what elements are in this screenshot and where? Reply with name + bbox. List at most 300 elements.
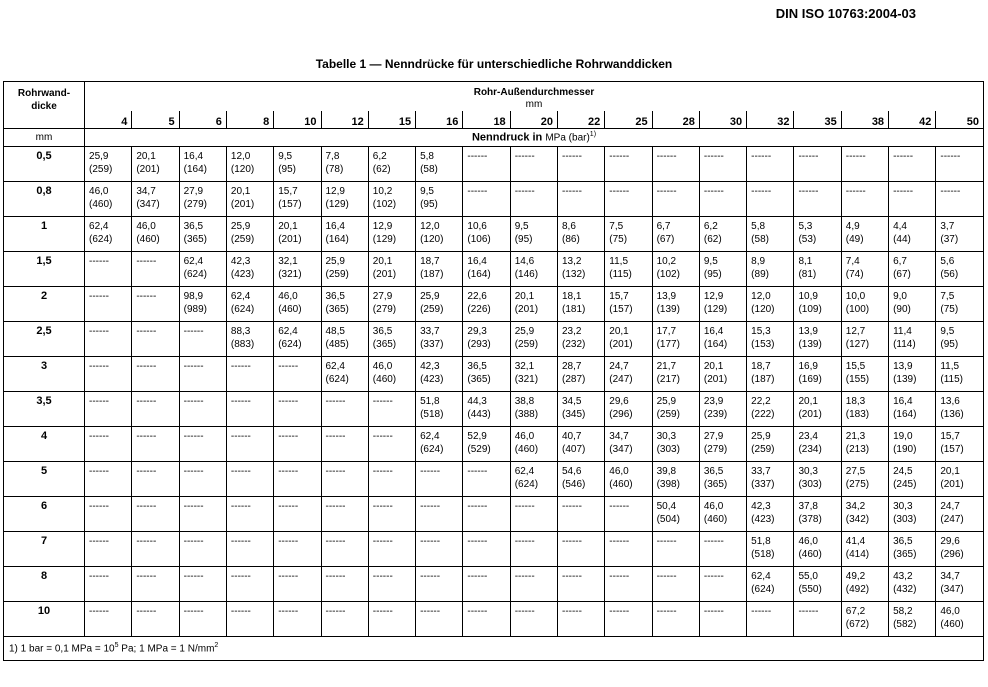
pressure-bar: (49) xyxy=(845,234,864,245)
pressure-cell xyxy=(794,602,841,637)
pressure-mpa: 7,4 xyxy=(845,256,860,267)
pressure-bar: (56) xyxy=(940,269,959,280)
pressure-mpa: ------ xyxy=(609,151,630,162)
pressure-mpa: ------ xyxy=(514,606,535,617)
pressure-mpa: 62,4 xyxy=(230,291,251,302)
diameter-header-cell: 38 xyxy=(841,111,888,129)
pressure-mpa: ------ xyxy=(467,151,488,162)
pressure-mpa: 88,3 xyxy=(230,326,251,337)
pressure-cell xyxy=(368,217,415,252)
pressure-cell xyxy=(179,602,226,637)
pressure-mpa: 16,9 xyxy=(798,361,818,372)
table-row xyxy=(4,532,984,567)
pressure-bar: (365) xyxy=(372,339,397,350)
pressure-mpa: 39,8 xyxy=(656,466,677,477)
table-row xyxy=(4,357,984,392)
pressure-bar: (106) xyxy=(467,234,491,245)
pressure-cell xyxy=(889,357,936,392)
pressure-mpa: 12,0 xyxy=(420,221,440,232)
pressure-cell xyxy=(226,392,273,427)
pressure-mpa: 46,0 xyxy=(136,221,156,232)
pressure-bar: (86) xyxy=(561,234,580,245)
pressure-bar: (485) xyxy=(325,339,349,350)
pressure-mpa: 51,8 xyxy=(751,536,771,547)
wall-header-line2: dicke xyxy=(31,101,57,112)
pressure-bar: (624) xyxy=(420,444,444,455)
pressure-cell xyxy=(226,217,273,252)
pressure-mpa: ------ xyxy=(609,501,630,512)
pressure-mpa: ------ xyxy=(372,571,393,582)
pressure-bar: (460) xyxy=(278,304,302,315)
pressure-bar: (201) xyxy=(798,409,822,420)
pressure-cell xyxy=(416,427,463,462)
pressure-mpa: 43,2 xyxy=(893,571,913,582)
pressure-bar: (279) xyxy=(183,199,207,210)
pressure-cell xyxy=(747,182,794,217)
wall-thickness-cell: 5 xyxy=(4,462,85,497)
table-row xyxy=(4,567,984,602)
pressure-mpa: 37,8 xyxy=(798,501,818,512)
pressure-mpa: 20,1 xyxy=(372,256,393,267)
pressure-cell xyxy=(699,287,746,322)
pressure-bar: (414) xyxy=(845,549,870,560)
pressure-mpa: 33,7 xyxy=(420,326,440,337)
pressure-cell xyxy=(132,357,179,392)
pressure-mpa: 42,3 xyxy=(420,361,440,372)
pressure-mpa: ------ xyxy=(703,536,724,547)
pressure-cell xyxy=(179,252,226,287)
pressure-bar: (378) xyxy=(798,514,822,525)
pressure-cell xyxy=(368,567,415,602)
pressure-cell xyxy=(226,147,273,182)
pressure-cell xyxy=(274,322,321,357)
pressure-mpa: 18,3 xyxy=(845,396,866,407)
pressure-bar: (423) xyxy=(230,269,255,280)
pressure-cell xyxy=(605,462,652,497)
pressure-cell xyxy=(179,357,226,392)
pressure-bar: (239) xyxy=(703,409,728,420)
pressure-mpa: ------ xyxy=(136,606,157,617)
pressure-mpa: ------ xyxy=(136,256,157,267)
pressure-mpa: 15,7 xyxy=(609,291,629,302)
pressure-mpa: ------ xyxy=(89,571,109,582)
pressure-mpa: ------ xyxy=(89,361,109,372)
pressure-cell xyxy=(132,182,179,217)
pressure-mpa: 5,8 xyxy=(751,221,766,232)
pressure-mpa: 10,9 xyxy=(798,291,818,302)
pressure-cell xyxy=(747,357,794,392)
pressure-bar: (164) xyxy=(703,339,728,350)
table-body xyxy=(4,147,984,637)
pressure-mpa: 7,5 xyxy=(940,291,955,302)
pressure-cell xyxy=(747,497,794,532)
pressure-mpa: ------ xyxy=(89,326,109,337)
pressure-cell xyxy=(274,287,321,322)
outer-diameter-label: Rohr-Außendurchmesser xyxy=(473,87,595,98)
pressure-mpa: 50,4 xyxy=(656,501,677,512)
pressure-cell xyxy=(463,427,510,462)
pressure-cell xyxy=(747,602,794,637)
pressure-bar: (624) xyxy=(751,584,775,595)
pressure-bar: (75) xyxy=(940,304,959,315)
pressure-mpa: ------ xyxy=(372,466,393,477)
pressure-cell xyxy=(321,462,368,497)
pressure-cell xyxy=(321,182,368,217)
pressure-cell xyxy=(85,147,132,182)
pressure-mpa: 25,9 xyxy=(656,396,677,407)
pressure-bar: (58) xyxy=(420,164,438,175)
pressure-mpa: 58,2 xyxy=(893,606,913,617)
pressure-mpa: ------ xyxy=(845,186,866,197)
pressure-cell xyxy=(179,532,226,567)
pressure-mpa: 42,3 xyxy=(230,256,251,267)
pressure-cell xyxy=(85,497,132,532)
pressure-cell xyxy=(416,532,463,567)
table-row xyxy=(4,217,984,252)
pressure-cell xyxy=(226,532,273,567)
pressure-mpa: 4,4 xyxy=(893,221,907,232)
pressure-bar: (624) xyxy=(230,304,255,315)
pressure-mpa: ------ xyxy=(89,536,109,547)
diameter-header-cell: 35 xyxy=(794,111,841,129)
pressure-cell xyxy=(274,427,321,462)
pressure-mpa: 16,4 xyxy=(325,221,345,232)
pressure-cell xyxy=(605,217,652,252)
pressure-mpa: 62,4 xyxy=(278,326,298,337)
pressure-mpa: ------ xyxy=(325,501,346,512)
pressure-cell xyxy=(226,567,273,602)
pressure-cell xyxy=(463,217,510,252)
pressure-cell xyxy=(85,322,132,357)
wall-thickness-cell: 7 xyxy=(4,532,85,567)
pressure-bar: (74) xyxy=(845,269,864,280)
diameter-row xyxy=(4,111,984,129)
pressure-mpa: ------ xyxy=(514,151,535,162)
pressure-cell xyxy=(557,252,604,287)
pressure-mpa: ------ xyxy=(278,361,299,372)
diameter-header-cell: 4 xyxy=(85,111,132,129)
pressure-bar: (75) xyxy=(609,234,628,245)
pressure-cell xyxy=(794,182,841,217)
pressure-mpa: ------ xyxy=(89,256,109,267)
pressure-bar: (303) xyxy=(798,479,822,490)
pressure-cell xyxy=(85,287,132,322)
pressure-cell xyxy=(889,567,936,602)
pressure-mpa: 36,5 xyxy=(372,326,393,337)
wall-unit-cell: mm xyxy=(4,129,85,147)
pressure-cell xyxy=(605,602,652,637)
pressure-cell xyxy=(179,462,226,497)
pressure-bar: (95) xyxy=(703,269,722,280)
pressure-mpa: ------ xyxy=(325,431,346,442)
pressure-cell xyxy=(321,602,368,637)
pressure-bar: (259) xyxy=(420,304,444,315)
pressure-cell xyxy=(321,287,368,322)
pressure-cell xyxy=(936,567,984,602)
pressure-mpa: 42,3 xyxy=(751,501,771,512)
pressure-mpa: ------ xyxy=(136,326,157,337)
pressure-mpa: ------ xyxy=(278,571,299,582)
pressure-cell xyxy=(794,427,841,462)
pressure-bar: (365) xyxy=(325,304,349,315)
pressure-cell xyxy=(652,182,699,217)
diameter-header-cell: 15 xyxy=(368,111,415,129)
pressure-cell xyxy=(179,182,226,217)
pressure-bar: (460) xyxy=(798,549,822,560)
pressure-mpa: 62,4 xyxy=(420,431,440,442)
pressure-cell xyxy=(510,497,557,532)
pressure-mpa: 25,9 xyxy=(751,431,771,442)
table-row xyxy=(4,462,984,497)
pressure-cell xyxy=(936,497,984,532)
pressure-cell xyxy=(132,427,179,462)
pressure-mpa: ------ xyxy=(136,396,157,407)
pressure-cell xyxy=(557,567,604,602)
pressure-cell xyxy=(274,602,321,637)
pressure-mpa: 19,0 xyxy=(893,431,913,442)
pressure-mpa: ------ xyxy=(561,501,582,512)
pressure-cell xyxy=(652,602,699,637)
pressure-cell xyxy=(416,602,463,637)
pressure-mpa: 12,7 xyxy=(845,326,866,337)
pressure-mpa: 27,9 xyxy=(183,186,204,197)
pressure-mpa: ------ xyxy=(230,396,251,407)
pressure-mpa: ------ xyxy=(751,151,772,162)
pressure-cell xyxy=(368,497,415,532)
pressure-mpa: ------ xyxy=(609,186,630,197)
pressure-cell xyxy=(179,497,226,532)
pressure-bar: (321) xyxy=(514,374,539,385)
pressure-bar: (337) xyxy=(420,339,444,350)
pressure-cell xyxy=(936,217,984,252)
pressure-mpa: ------ xyxy=(798,606,819,617)
pressure-cell xyxy=(936,532,984,567)
pressure-mpa: 5,3 xyxy=(798,221,813,232)
pressure-cell xyxy=(226,322,273,357)
pressure-cell xyxy=(416,217,463,252)
pressure-bar: (177) xyxy=(656,339,680,350)
pressure-bar: (883) xyxy=(230,339,255,350)
pressure-mpa: ------ xyxy=(325,606,346,617)
pressure-cell xyxy=(510,392,557,427)
pressure-bar: (217) xyxy=(656,374,680,385)
pressure-mpa: 15,3 xyxy=(751,326,771,337)
pressure-cell xyxy=(132,602,179,637)
pressure-mpa: ------ xyxy=(89,466,109,477)
pressure-cell xyxy=(889,497,936,532)
pressure-cell xyxy=(416,567,463,602)
pressure-bar: (222) xyxy=(751,409,775,420)
pressure-mpa: ------ xyxy=(230,571,251,582)
pressure-cell xyxy=(463,392,510,427)
pressure-mpa: 36,5 xyxy=(893,536,913,547)
pressure-mpa: 11,4 xyxy=(893,326,912,337)
pressure-cell xyxy=(605,427,652,462)
pressure-cell xyxy=(463,287,510,322)
pressure-bar: (201) xyxy=(230,199,255,210)
pressure-mpa: 41,4 xyxy=(845,536,866,547)
pressure-mpa: ------ xyxy=(467,606,488,617)
pressure-cell xyxy=(747,427,794,462)
pressure-mpa: ------ xyxy=(467,466,488,477)
pressure-cell xyxy=(132,567,179,602)
pressure-cell xyxy=(841,532,888,567)
pressure-cell xyxy=(179,567,226,602)
pressure-cell xyxy=(132,497,179,532)
pressure-mpa: 20,1 xyxy=(703,361,724,372)
pressure-cell xyxy=(605,497,652,532)
pressure-mpa: ------ xyxy=(136,466,157,477)
pressure-cell xyxy=(132,252,179,287)
pressure-bar: (127) xyxy=(845,339,870,350)
pressure-mpa: 6,7 xyxy=(893,256,907,267)
pressure-cell xyxy=(226,602,273,637)
pressure-bar: (187) xyxy=(420,269,444,280)
diameter-header-cell: 32 xyxy=(747,111,794,129)
pressure-mpa: ------ xyxy=(420,571,441,582)
pressure-mpa: 52,9 xyxy=(467,431,487,442)
table-row xyxy=(4,252,984,287)
pressure-cell xyxy=(510,532,557,567)
pressure-cell xyxy=(463,567,510,602)
diameter-header-cell: 30 xyxy=(699,111,746,129)
pressure-cell xyxy=(841,357,888,392)
pressure-cell xyxy=(605,287,652,322)
pressure-mpa: 34,7 xyxy=(940,571,960,582)
pressure-mpa: 44,3 xyxy=(467,396,487,407)
pressure-mpa: 21,7 xyxy=(656,361,677,372)
pressure-bar: (115) xyxy=(940,374,963,385)
pressure-mpa: 98,9 xyxy=(183,291,204,302)
pressure-cell xyxy=(274,182,321,217)
pressure-cell xyxy=(557,217,604,252)
pressure-table xyxy=(3,81,984,661)
nominal-pressure-unit: MPa (bar) xyxy=(545,132,590,144)
pressure-bar: (95) xyxy=(420,199,438,210)
pressure-mpa: 25,9 xyxy=(325,256,345,267)
pressure-cell xyxy=(936,322,984,357)
pressure-bar: (275) xyxy=(845,479,870,490)
pressure-bar: (146) xyxy=(514,269,539,280)
pressure-cell xyxy=(226,497,273,532)
pressure-mpa: 10,6 xyxy=(467,221,487,232)
pressure-bar: (157) xyxy=(278,199,302,210)
pressure-mpa: ------ xyxy=(230,431,251,442)
pressure-cell xyxy=(510,427,557,462)
pressure-mpa: ------ xyxy=(136,501,157,512)
pressure-mpa: ------ xyxy=(183,326,204,337)
pressure-cell xyxy=(463,462,510,497)
pressure-mpa: 7,8 xyxy=(325,151,340,162)
pressure-cell xyxy=(652,252,699,287)
pressure-bar: (259) xyxy=(89,164,113,175)
pressure-bar: (423) xyxy=(751,514,775,525)
pressure-mpa: 27,5 xyxy=(845,466,866,477)
wall-thickness-cell: 0,8 xyxy=(4,182,85,217)
pressure-mpa: ------ xyxy=(230,466,251,477)
pressure-mpa: ------ xyxy=(514,536,535,547)
pressure-mpa: 40,7 xyxy=(561,431,582,442)
pressure-mpa: 6,2 xyxy=(372,151,387,162)
pressure-bar: (213) xyxy=(845,444,870,455)
pressure-mpa: ------ xyxy=(609,536,630,547)
pressure-cell xyxy=(889,147,936,182)
pressure-mpa: ------ xyxy=(609,571,630,582)
pressure-bar: (89) xyxy=(751,269,769,280)
pressure-cell xyxy=(841,602,888,637)
pressure-cell xyxy=(368,182,415,217)
pressure-mpa: ------ xyxy=(467,186,488,197)
pressure-cell xyxy=(936,462,984,497)
diameter-header-cell: 28 xyxy=(652,111,699,129)
table-row xyxy=(4,147,984,182)
pressure-cell xyxy=(747,252,794,287)
pressure-bar: (672) xyxy=(845,619,870,630)
pressure-cell xyxy=(132,147,179,182)
pressure-bar: (259) xyxy=(325,269,349,280)
pressure-cell xyxy=(274,532,321,567)
pressure-mpa: 62,4 xyxy=(183,256,204,267)
pressure-cell xyxy=(416,462,463,497)
table-row xyxy=(4,427,984,462)
footnote-text-rest: Pa; 1 MPa = 1 N/mm xyxy=(118,643,215,655)
pressure-cell xyxy=(841,252,888,287)
pressure-cell xyxy=(841,287,888,322)
pressure-bar: (37) xyxy=(940,234,959,245)
pressure-cell xyxy=(416,322,463,357)
table-row xyxy=(4,602,984,637)
pressure-cell xyxy=(889,532,936,567)
pressure-mpa: 46,0 xyxy=(514,431,535,442)
pressure-cell xyxy=(132,217,179,252)
pressure-bar: (365) xyxy=(467,374,491,385)
pressure-cell xyxy=(889,217,936,252)
pressure-mpa: 46,0 xyxy=(609,466,629,477)
diameter-header-cell: 16 xyxy=(416,111,463,129)
footnote-exponent-2: 2 xyxy=(214,642,219,650)
pressure-cell xyxy=(557,322,604,357)
pressure-cell xyxy=(794,217,841,252)
pressure-mpa: ------ xyxy=(703,606,724,617)
diameter-header-cell: 42 xyxy=(889,111,936,129)
pressure-mpa: 11,5 xyxy=(609,256,629,267)
pressure-mpa: ------ xyxy=(467,571,488,582)
pressure-mpa: 24,7 xyxy=(940,501,960,512)
pressure-cell xyxy=(510,182,557,217)
pressure-bar: (492) xyxy=(845,584,870,595)
pressure-cell xyxy=(699,497,746,532)
pressure-mpa: 11,5 xyxy=(940,361,960,372)
pressure-cell xyxy=(416,497,463,532)
pressure-mpa: 12,9 xyxy=(325,186,345,197)
pressure-bar: (347) xyxy=(609,444,633,455)
pressure-mpa: 15,5 xyxy=(845,361,866,372)
pressure-cell xyxy=(274,217,321,252)
outer-diameter-unit: mm xyxy=(525,99,543,110)
pressure-bar: (120) xyxy=(420,234,444,245)
pressure-cell xyxy=(652,322,699,357)
pressure-cell xyxy=(936,147,984,182)
pressure-mpa: ------ xyxy=(561,536,582,547)
pressure-mpa: 12,9 xyxy=(372,221,393,232)
pressure-mpa: 7,5 xyxy=(609,221,624,232)
pressure-mpa: 8,6 xyxy=(561,221,576,232)
pressure-bar: (347) xyxy=(136,199,160,210)
pressure-mpa: 29,6 xyxy=(609,396,629,407)
pressure-cell xyxy=(557,392,604,427)
pressure-bar: (157) xyxy=(940,444,964,455)
pressure-cell xyxy=(652,532,699,567)
